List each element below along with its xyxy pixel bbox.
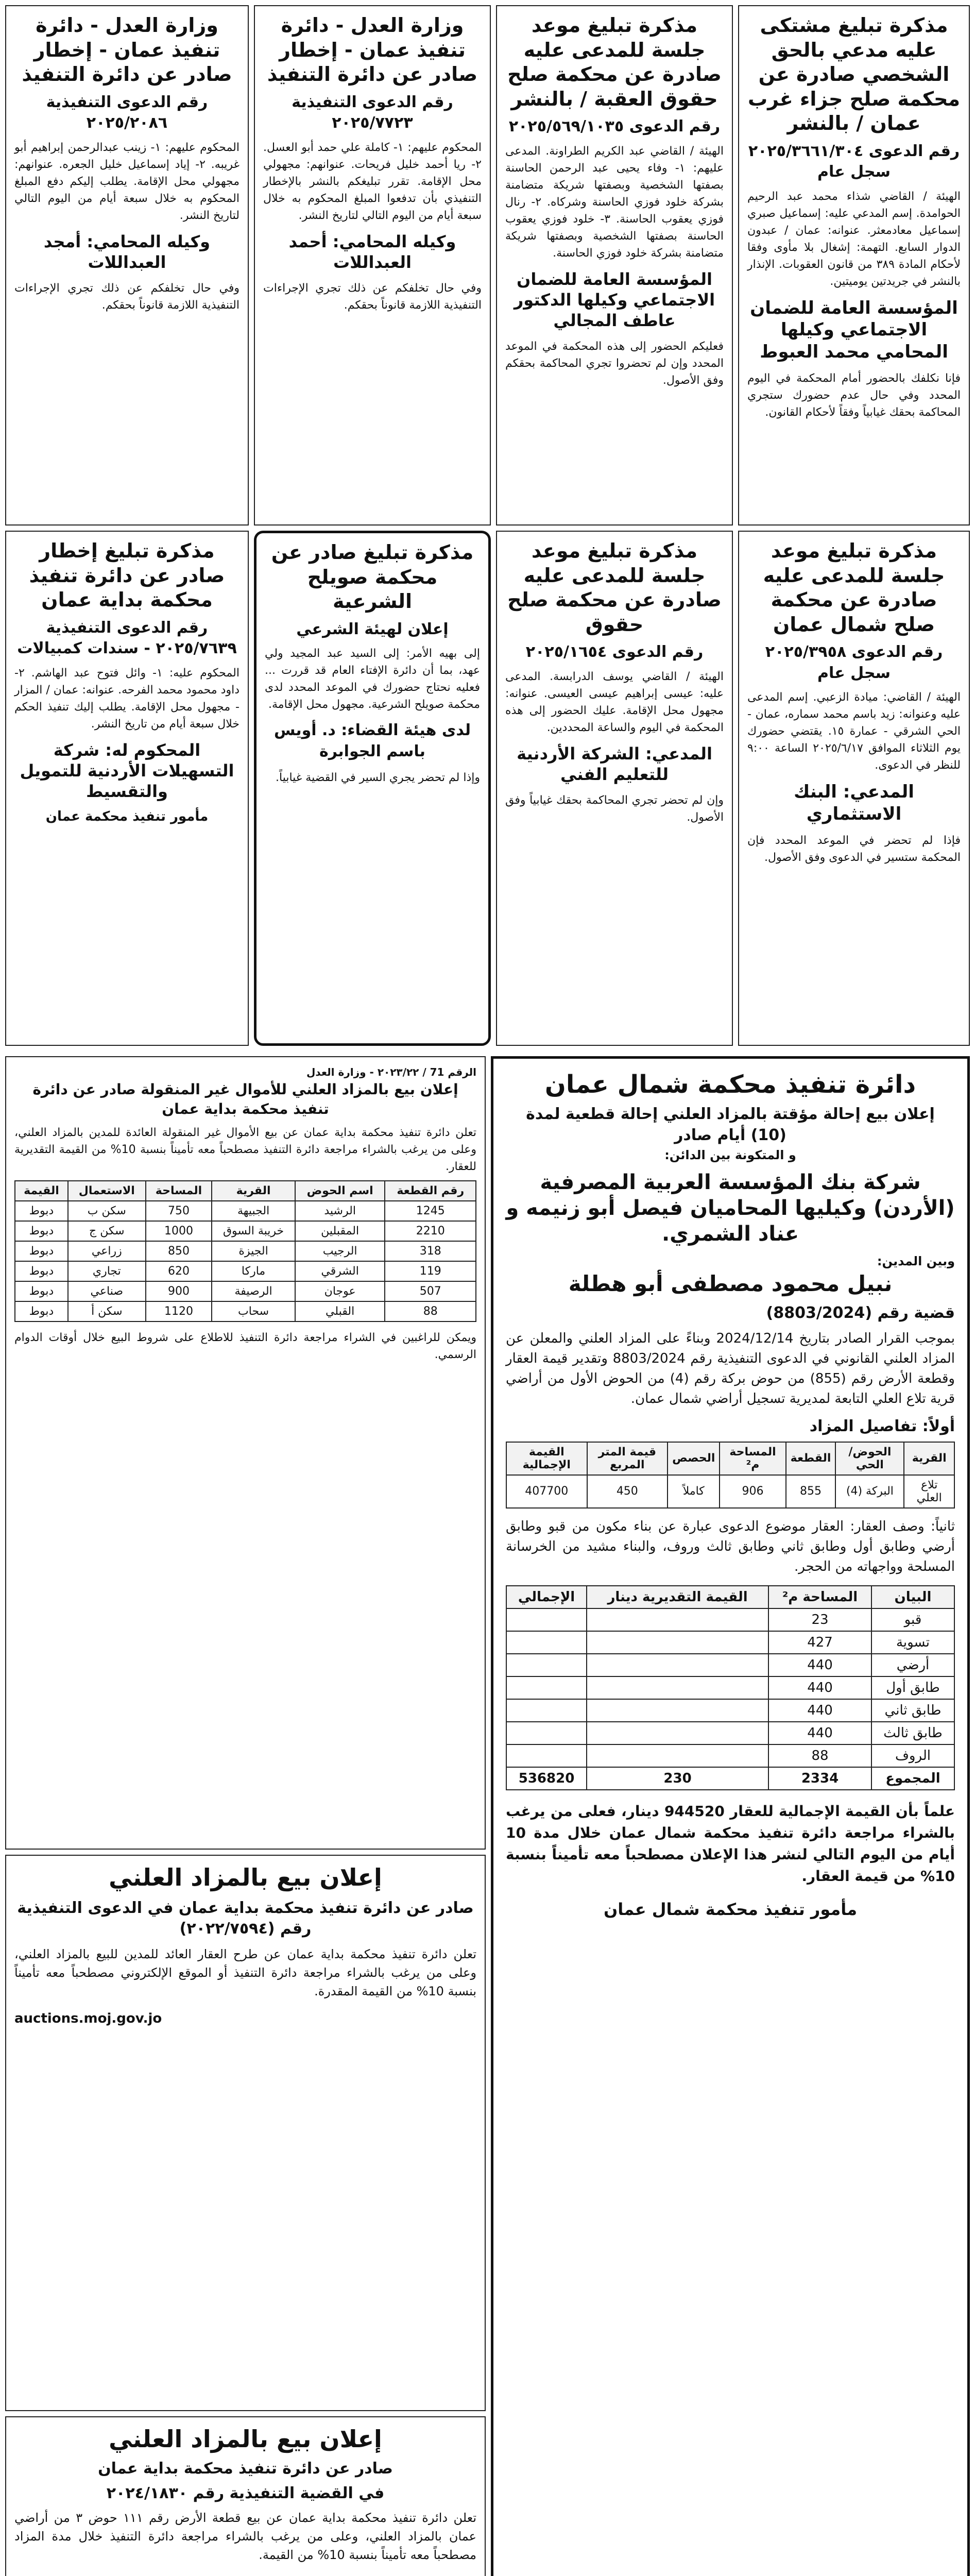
notice-body: إلى بهيه الأمر: إلى السيد عبد المجيد ولي عهد، بما أن دائرة الإفتاء العام قد قررت ... فعليه نحتاج حضورك في الموعد المحدد لدى محكمة صويلح الشرعية. مجهول محل الإقامة.	[265, 647, 480, 711]
case-number: رقم الدعوى ٢٠٢٥/١٦٥٤	[525, 643, 704, 661]
cell: دبوط	[15, 1281, 68, 1301]
col-header: القيمة	[15, 1181, 68, 1201]
auction-north-amman	[491, 1056, 970, 2576]
cell: 88	[385, 1301, 476, 1321]
table-row	[15, 1221, 476, 1241]
cell: عوجان	[295, 1281, 385, 1301]
cell: 230	[587, 1767, 768, 1790]
cell: سكن أ	[68, 1301, 146, 1321]
cell: طابق ثاني	[871, 1699, 954, 1722]
cell: 750	[146, 1201, 212, 1221]
cell: 620	[146, 1261, 212, 1281]
table-row	[506, 1631, 954, 1654]
notice-party: وكيله المحامي: أمجد العبداللات	[43, 231, 211, 272]
table-row	[506, 1676, 954, 1699]
signature: مأمور تنفيذ محكمة شمال عمان	[603, 1899, 858, 1919]
cell	[587, 1608, 768, 1631]
table-row	[506, 1608, 954, 1631]
notice-footer: فإذا لم تحضر في الموعد المحدد فإن المحكمة ستسير في الدعوى وفق الأصول.	[747, 834, 961, 864]
cell: 440	[768, 1699, 871, 1722]
cell: 2334	[768, 1767, 871, 1790]
notice-party: المؤسسة العامة للضمان الاجتماعي وكيلها المحامي محمد العبوط	[750, 297, 958, 362]
cell: أرضي	[871, 1654, 954, 1676]
case-number: رقم الدعوى التنفيذية ٢٠٢٥/٧٧٢٣	[292, 93, 453, 132]
case-number: إعلان لهيئة الشرعي	[296, 620, 449, 638]
cell: 906	[720, 1475, 785, 1508]
table-row	[506, 1475, 954, 1508]
auction-closing: علماً بأن القيمة الإجمالية للعقار 944520 دينار، فعلى من يرغب بالشراء مراجعة دائرة تنفيذ محكمة شمال عمان خلال مدة 10 أيام من اليوم التالي لنشر هذا الإعلان مصطحباً معه تأميناً بنسبة 10% من قيمة العقار.	[506, 1802, 955, 1885]
notice-footer: فإنا نكلفك بالحضور أمام المحكمة في اليوم المحدد وفي حال عدم حضورك ستجري المحاكمة بحقك غيابياً وفقاً لأحكام القانون.	[747, 372, 961, 419]
cell: ماركا	[212, 1261, 295, 1281]
parcel-table	[506, 1442, 955, 1509]
cell: 407700	[506, 1475, 587, 1508]
col-header: رقم القطعة	[385, 1181, 476, 1201]
cell: البركة (4)	[835, 1475, 904, 1508]
cell: طابق ثالث	[871, 1722, 954, 1744]
reference-number: الرقم 71 / ٢٠٢٣/٢٢ - وزارة العدل	[306, 1066, 476, 1078]
col-header: قيمة المتر المربع	[587, 1442, 668, 1475]
table-row	[15, 1281, 476, 1301]
cell	[506, 1744, 587, 1767]
cell: الرجيب	[295, 1241, 385, 1261]
cell: 1120	[146, 1301, 212, 1321]
cell: 2210	[385, 1221, 476, 1241]
col-header: المساحة م²	[768, 1586, 871, 1608]
cell: سكن ب	[68, 1201, 146, 1221]
notice-body: المحكوم عليهم: ١- كاملة علي حمد أبو العسل. ٢- ريا أحمد خليل فريحات. عنوانهم: مجهولي محل الإقامة. تقرر تبليغكم بالنشر بالإخطار التنفيذي بأن تدفعوا المبلغ المحكوم به خلال سبعة أيام من اليوم التالي لتاريخ النشر.	[263, 141, 482, 222]
cell: 536820	[506, 1767, 587, 1790]
table-row	[506, 1699, 954, 1722]
cell: 900	[146, 1281, 212, 1301]
case-number: قضية رقم (8803/2024)	[766, 1303, 955, 1322]
properties-table	[14, 1180, 476, 1322]
notice-title: وزارة العدل - دائرة تنفيذ عمان - إخطار صادر عن دائرة التنفيذ	[267, 14, 478, 86]
table-row	[506, 1744, 954, 1767]
auction-title: إعلان بيع بالمزاد العلني	[109, 1863, 382, 1891]
notice-title: مذكرة تبليغ مشتكى عليه مدعي بالحق الشخصي صادرة عن محكمة صلح جزاء غرب عمان / بالنشر	[747, 14, 961, 134]
table-row	[15, 1261, 476, 1281]
table-row	[15, 1241, 476, 1261]
cell: زراعي	[68, 1241, 146, 1261]
col-header: الحصص	[668, 1442, 720, 1475]
auction-title: إعلان بيع بالمزاد العلني	[109, 2425, 382, 2453]
notice-party: وكيله المحامي: أحمد العبداللات	[288, 231, 456, 272]
cell	[506, 1608, 587, 1631]
notice-sweileh-sharia	[254, 531, 491, 1046]
notice-party: لدى هيئة القضاء: د. أويس باسم الجوابرة	[273, 721, 471, 760]
notice-body: الهيئة / القاضي عبد الكريم الطراونة. المدعى عليهم: ١- وفاء يحيى عبد الرحمن الحاسنة بصفتها الشخصية وبصفتها شريكة متضامنة بشركة خلود فوزي الحاسنة وشركاه. ٢- رنال فوزي يعقوب الحاسنة. ٣- خلود فوزي يعقوب الحاسنة بصفتها الشخصية وبصفتها شريكة متضامنة بشركة خلود فوزي الحاسنة.	[505, 144, 724, 260]
cell: دبوط	[15, 1301, 68, 1321]
col-header: المساحة م²	[720, 1442, 785, 1475]
notice-title: وزارة العدل - دائرة تنفيذ عمان - إخطار صادر عن دائرة التنفيذ	[22, 14, 232, 86]
case-number: رقم الدعوى ٢٠٢٥/٥٦٩/١٠٣٥	[508, 117, 721, 135]
cell: تجاري	[68, 1261, 146, 1281]
cell: تسوية	[871, 1631, 954, 1654]
notice-footer: فعليكم الحضور إلى هذه المحكمة في الموعد المحدد وإن لم تحضروا تجري المحاكمة بحقكم وفق الأصول.	[505, 340, 724, 387]
auction-title: دائرة تنفيذ محكمة شمال عمان	[544, 1070, 916, 1099]
auction-body: تعلن دائرة تنفيذ محكمة بداية عمان عن طرح العقار العائد للمدين للبيع بالمزاد العلني، وعلى من يرغب بالشراء مراجعة دائرة التنفيذ أو الموقع الإلكتروني مصطحباً معه تأميناً بنسبة 10% من القيمة المقدرة.	[14, 1946, 476, 1998]
cell: صناعي	[68, 1281, 146, 1301]
notice-title: مذكرة تبليغ إخطار صادر عن دائرة تنفيذ محكمة بداية عمان	[29, 539, 225, 611]
cell: قبو	[871, 1608, 954, 1631]
debtor-name: نبيل محمود مصطفى أبو هطلة	[568, 1271, 893, 1296]
table-row	[15, 1301, 476, 1321]
auction-title: إعلان بيع بالمزاد العلني للأموال غير المنقولة صادر عن دائرة تنفيذ محكمة بداية عمان	[32, 1081, 458, 1117]
cell: 440	[768, 1722, 871, 1744]
notice-title: مذكرة تبليغ موعد جلسة للمدعى عليه صادرة عن محكمة صلح حقوق	[507, 539, 722, 636]
cell: كاملاً	[668, 1475, 720, 1508]
case-number: رقم الدعوى التنفيذية ٢٠٢٥/٢٠٨٦	[46, 93, 208, 132]
creditor-name: شركة بنك المؤسسة العربية المصرفية (الأردن) وكيليها المحاميان فيصل أبو زنيمه و عناد الشمري.	[506, 1171, 955, 1246]
col-header: الإجمالي	[506, 1586, 587, 1608]
notice-footer: وإن لم تحضر تجري المحاكمة بحقك غيابياً وفق الأصول.	[505, 793, 724, 824]
cell: 440	[768, 1676, 871, 1699]
cell	[587, 1744, 768, 1767]
notice-footer: وفي حال تخلفكم عن ذلك تجري الإجراءات التنفيذية اللازمة قانوناً بحقكم.	[263, 281, 482, 312]
col-header: القيمة الإجمالية	[506, 1442, 587, 1475]
notice-body: المحكوم عليه: ١- وائل فتوح عبد الهاشم. ٢- داود محمود محمد الفرحه. عنوانه: عمان / المزار - مجهول محل الإقامة. يطلب إليك تنفيذ الحكم خلال سبعة أيام من تاريخ النشر.	[14, 666, 240, 731]
cell	[506, 1631, 587, 1654]
cell: 855	[786, 1475, 836, 1508]
auction-headline: إعلان بيع إحالة مؤقتة بالمزاد العلني إحالة قطعية لمدة (10) أيام صادر	[526, 1105, 935, 1144]
notice-body: الهيئة / القاضي يوسف الدرابسة. المدعى عليه: عيسى إبراهيم عيسى العيسى. عنوانه: مجهول محل الإقامة. عليك الحضور إلى هذه المحكمة في اليوم والساعة المحددين.	[505, 670, 724, 734]
notice-title: مذكرة تبليغ موعد جلسة للمدعى عليه صادرة عن محكمة صلح حقوق العقبة / بالنشر	[507, 14, 722, 110]
auction-subtitle: صادر عن دائرة تنفيذ محكمة بداية عمان	[98, 2459, 393, 2478]
notice-body: المحكوم عليهم: ١- زينب عبدالرحمن إبراهيم أبو غريبه. ٢- إياد إسماعيل خليل الجعره. عنوانهم: مجهولي محل الإقامة. يطلب إليكم دفع المبلغ المحكوم به خلال سبعة أيام من اليوم التالي لتاريخ النشر.	[14, 141, 240, 222]
notice-footer: وفي حال تخلفكم عن ذلك تجري الإجراءات التنفيذية اللازمة قانوناً بحقكم.	[14, 281, 240, 312]
case-number: في القضية التنفيذية رقم ٢٠٢٤/١٨٣٠	[106, 2484, 385, 2502]
property-description: ثانياً: وصف العقار: العقار موضوع الدعوى عبارة عن بناء مكون من قبو وطابق أرضي وطابق أول وطابق ثاني وطابق ثالث وروف، والبناء مشيد من الخرسانة المسلحة وواجهاته من الحجر.	[506, 1518, 955, 1574]
table-row	[506, 1654, 954, 1676]
case-number: رقم الدعوى ٢٠٢٥/٣٦٦١/٣٠٤ سجل عام	[748, 142, 960, 181]
building-areas-table	[506, 1585, 955, 1790]
col-header: الاستعمال	[68, 1181, 146, 1201]
notice-body: الهيئة / القاضي شذاء محمد عبد الرحيم الحوامدة. إسم المدعي عليه: إسماعيل صبري إسماعيل معادمعثر. عنوانه: عمان / عبدون الدوار السابع. التهمة: إشغال بلا مأوى وفقا لأحكام المادة ٣٨٩ من قانون العقوبات. الإنذار بالنشر في جريدتين يوميتين.	[747, 190, 961, 288]
table-row	[506, 1722, 954, 1744]
col-header: القرية	[212, 1181, 295, 1201]
cell: 1245	[385, 1201, 476, 1221]
col-header: القطعة	[786, 1442, 836, 1475]
cell	[506, 1654, 587, 1676]
cell: القبلي	[295, 1301, 385, 1321]
auction-body: بموجب القرار الصادر بتاريخ 2024/12/14 وبناءً على المزاد العلني والمعلن عن المزاد العلني القانوني في الدعوى التنفيذية رقم 8803/2024 وتقدير قيمة العقار وقطعة الأرض رقم (855) من حوض بركة رقم (4) من الحوض الأول من أراضي قرية تلاع العلي التابعة لمديرية تسجيل أراضي شمال عمان.	[506, 1331, 955, 1406]
auction-amman-properties	[5, 1056, 486, 1850]
notice-aqaba-session	[496, 5, 733, 526]
table-row	[506, 1767, 954, 1790]
details-title: أولاً: تفاصيل المزاد	[809, 1417, 955, 1435]
cell	[587, 1699, 768, 1722]
cell: 507	[385, 1281, 476, 1301]
parties-intro: و المتكونة بين الدائن:	[664, 1148, 796, 1162]
cell	[587, 1654, 768, 1676]
col-header: القيمة التقديرية دينار	[587, 1586, 768, 1608]
col-header: البيان	[871, 1586, 954, 1608]
notice-execution-amman-1	[254, 5, 491, 526]
table-row	[15, 1201, 476, 1221]
cell: الرشيد	[295, 1201, 385, 1221]
cell	[506, 1722, 587, 1744]
cell: سحاب	[212, 1301, 295, 1321]
cell: الجبيهة	[212, 1201, 295, 1221]
cell: 119	[385, 1261, 476, 1281]
notice-party: المدعي: البنك الاستثماري	[794, 782, 914, 824]
cell: المجموع	[871, 1767, 954, 1790]
cell: خريبة السوق	[212, 1221, 295, 1241]
cell: الروف	[871, 1744, 954, 1767]
auction-execution-7594	[5, 1855, 486, 2411]
notice-title: مذكرة تبليغ موعد جلسة للمدعى عليه صادرة عن محكمة صلح شمال عمان	[763, 539, 945, 636]
case-number: رقم الدعوى ٢٠٢٥/٣٩٥٨ سجل عام	[765, 643, 943, 682]
cell	[587, 1722, 768, 1744]
cell: 427	[768, 1631, 871, 1654]
cell: 1000	[146, 1221, 212, 1241]
cell	[506, 1699, 587, 1722]
auction-body: تعلن دائرة تنفيذ محكمة بداية عمان عن بيع قطعة الأرض رقم ١١١ حوض ٣ من أراضي عمان بالمزاد العلني، وعلى من يرغب بالشراء مراجعة دائرة التنفيذ خلال مدة المزاد مصطحباً معه تأميناً بنسبة 10% من القيمة.	[14, 2510, 476, 2562]
notice-north-amman-session	[738, 531, 970, 1046]
cell: طابق أول	[871, 1676, 954, 1699]
cell: 318	[385, 1241, 476, 1261]
col-header: اسم الحوض	[295, 1181, 385, 1201]
cell: دبوط	[15, 1261, 68, 1281]
cell: 450	[587, 1475, 668, 1508]
notice-title: مذكرة تبليغ صادر عن محكمة صويلح الشرعية	[271, 541, 474, 613]
notice-party: المدعي: الشركة الأردنية للتعليم الفني	[517, 743, 712, 784]
notice-social-security-west-amman	[738, 5, 970, 526]
auction-subtitle: صادر عن دائرة تنفيذ محكمة بداية عمان في الدعوى التنفيذية رقم (٢٠٢٢/٧٥٩٤)	[17, 1899, 474, 1938]
cell: 850	[146, 1241, 212, 1261]
notice-body: الهيئة / القاضي: ميادة الزعبي. إسم المدعى عليه وعنوانه: زيد باسم محمد سماره، عمان - الحي الشرقي - عمارة ١٥. يقتضي حضورك يوم الثلاثاء الموافق ٢٠٢٥/٦/١٧ الساعة ٩:٠٠ للنظر في الدعوى.	[747, 691, 961, 772]
cell: سكن ج	[68, 1221, 146, 1241]
cell: دبوط	[15, 1201, 68, 1221]
auction-footer: ويمكن للراغبين في الشراء مراجعة دائرة التنفيذ للاطلاع على شروط البيع خلال أوقات الدوام الرسمي.	[14, 1331, 476, 1361]
cell	[587, 1676, 768, 1699]
notice-footer: وإذا لم تحضر يجري السير في القضية غيابياً.	[276, 771, 480, 784]
cell: 440	[768, 1654, 871, 1676]
cell: تلاع العلي	[904, 1475, 954, 1508]
notice-party: المؤسسة العامة للضمان الاجتماعي وكيلها الدكتور عاطف المجالي	[514, 269, 715, 330]
notice-execution-amman-2	[5, 5, 249, 526]
col-header: القرية	[904, 1442, 954, 1475]
auction-body: تعلن دائرة تنفيذ محكمة بداية عمان عن بيع الأموال غير المنقولة العائدة للمدين بالمزاد العلني، وعلى من يرغب بالشراء مراجعة دائرة التنفيذ مصطحباً معه تأميناً بنسبة 10% من القيمة التقديرية للعقار.	[14, 1126, 476, 1173]
cell: الشرقي	[295, 1261, 385, 1281]
col-header: المساحة	[146, 1181, 212, 1201]
cell	[587, 1631, 768, 1654]
notice-execution-bills	[5, 531, 249, 1046]
cell: الرصيفة	[212, 1281, 295, 1301]
cell: 88	[768, 1744, 871, 1767]
col-header: الحوض/الحي	[835, 1442, 904, 1475]
cell: دبوط	[15, 1221, 68, 1241]
cell	[506, 1676, 587, 1699]
notice-footer: مأمور تنفيذ محكمة عمان	[45, 808, 209, 824]
case-number: رقم الدعوى التنفيذية ٢٠٢٥/٧٦٣٩ - سندات كمبيالات	[17, 618, 237, 657]
cell: دبوط	[15, 1241, 68, 1261]
auction-website[interactable]: auctions.moj.gov.jo	[14, 2010, 162, 2026]
cell: 23	[768, 1608, 871, 1631]
notice-party: المحكوم له: شركة التسهيلات الأردنية للتمويل والتقسيط	[20, 740, 234, 801]
debtor-intro: وبين المدين:	[877, 1254, 955, 1268]
auction-execution-1830	[5, 2416, 486, 2576]
notice-rights-court-session	[496, 531, 733, 1046]
cell: الجيزة	[212, 1241, 295, 1261]
cell: المقبلين	[295, 1221, 385, 1241]
